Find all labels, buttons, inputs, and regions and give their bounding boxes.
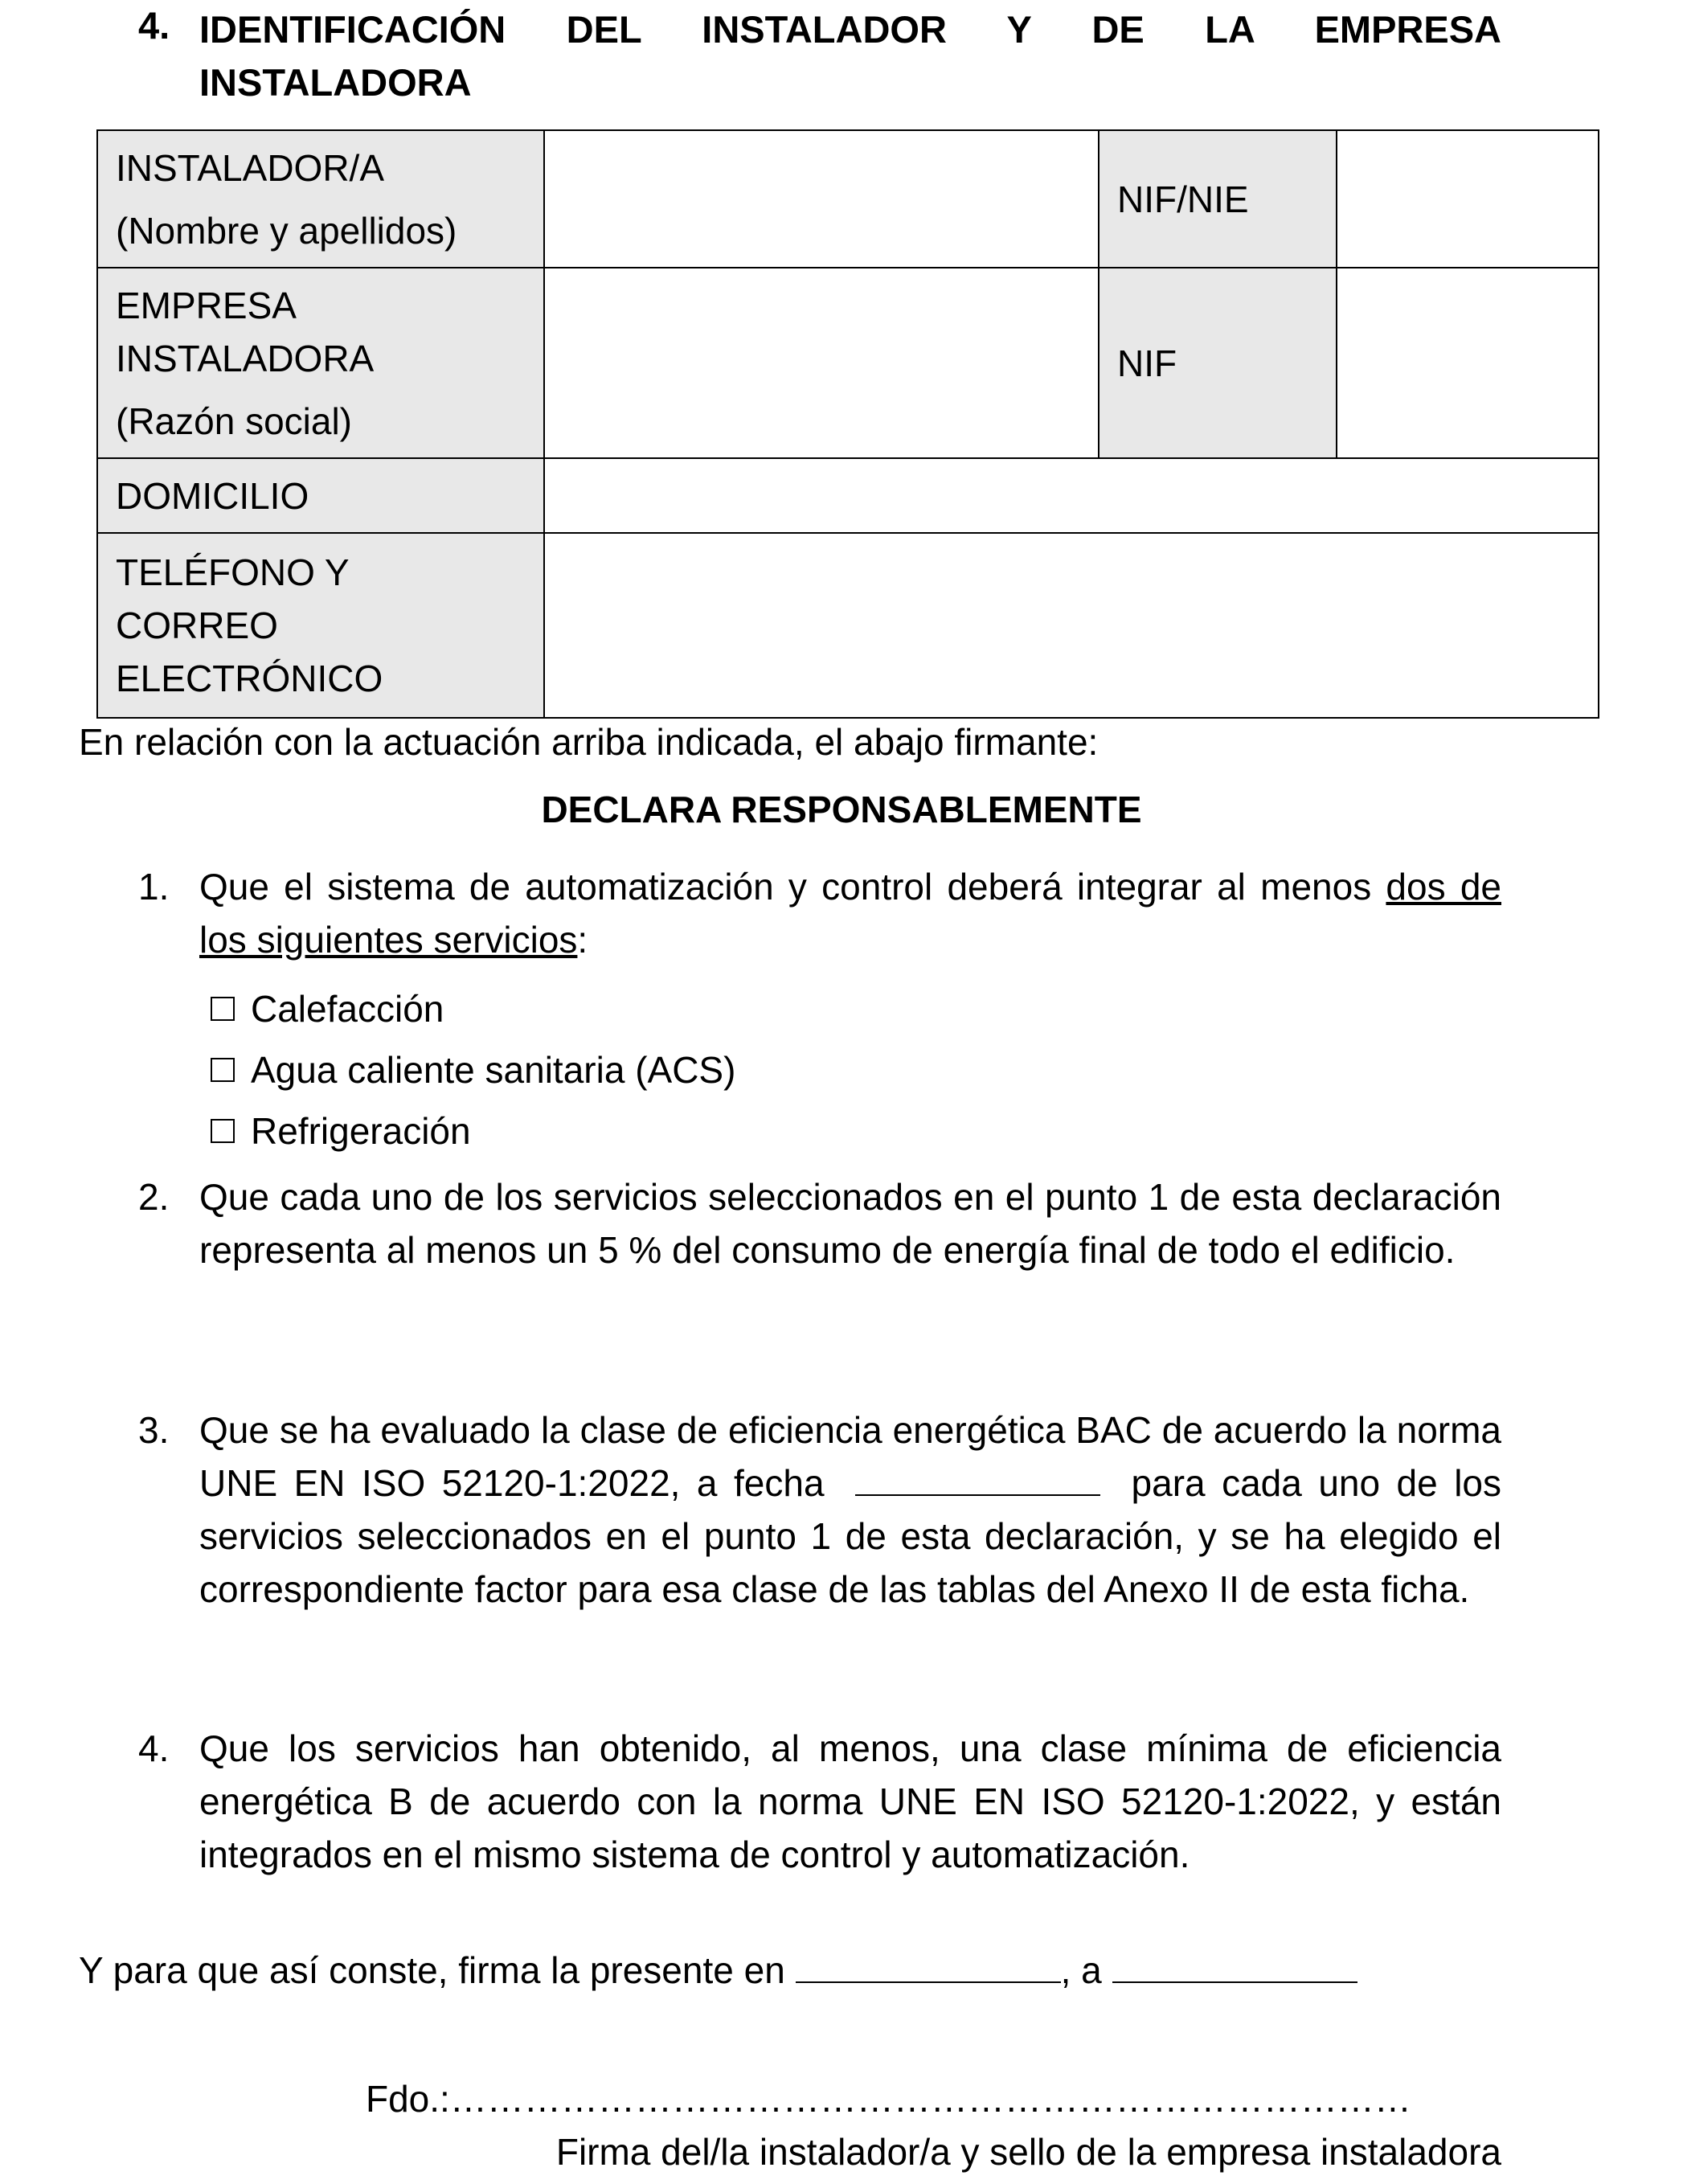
service-label-heating: Calefacción	[251, 988, 444, 1030]
address-label: DOMICILIO	[116, 474, 309, 517]
service-option-heating[interactable]	[211, 982, 444, 1035]
item-2-text: Que cada uno de los servicios seleccionados en el punto 1 de esta declaración representa al menos un 5 % del consumo de energía final de todo el edificio.	[199, 1176, 1501, 1271]
nif-label-cell	[1099, 268, 1337, 458]
section-number: 4.	[138, 4, 170, 47]
address-field[interactable]	[544, 458, 1599, 533]
table-row-contact	[97, 533, 1599, 718]
signature-caption: Firma del/la instalador/a y sello de la empresa instaladora	[555, 2131, 1501, 2173]
item-1-text	[199, 860, 1501, 966]
company-label-line1: EMPRESA	[116, 284, 297, 326]
item-4-text: Que los servicios han obtenido, al menos, una clase mínima de eficiencia energética B de acuerdo con la norma UNE EN ISO 52120-1:2022, y están integrados en el mismo sistema de control y automatización.	[199, 1727, 1501, 1875]
item-3-text-before: Que se ha evaluado la clase de eficiencia energética BAC de acuerdo la norma UNE EN ISO 52120-1:2022, a fecha	[199, 1409, 1501, 1504]
signing-statement	[79, 1944, 1357, 1997]
address-label-cell	[97, 458, 544, 533]
table-row-installer	[97, 130, 1599, 268]
item-3-text	[199, 1403, 1501, 1616]
section-title-line2: INSTALADORA	[199, 61, 472, 104]
service-option-hot-water[interactable]	[211, 1043, 735, 1096]
signing-text-middle: , a	[1060, 1949, 1102, 1991]
company-label-cell	[97, 268, 544, 458]
company-label-line2: INSTALADORA	[116, 337, 375, 379]
nif-nie-field[interactable]	[1337, 130, 1599, 268]
intro-text: En relación con la actuación arriba indicada, el abajo firmante:	[79, 721, 1099, 763]
item-3-number: 3.	[138, 1409, 170, 1451]
nif-nie-label-cell	[1099, 130, 1337, 268]
checkbox-heating[interactable]	[211, 997, 235, 1021]
identification-table	[96, 129, 1599, 719]
contact-label-line2: CORREO	[116, 604, 278, 646]
nif-field[interactable]	[1337, 268, 1599, 458]
signing-date-blank-field[interactable]	[1112, 1949, 1357, 1983]
company-label-line3: (Razón social)	[116, 400, 352, 442]
service-option-cooling[interactable]	[211, 1104, 471, 1158]
nif-label: NIF	[1117, 342, 1177, 384]
date-blank-field[interactable]	[855, 1462, 1100, 1496]
signature-line[interactable]: Fdo.:……………………………………………………………………	[366, 2078, 1411, 2120]
installer-name-field[interactable]	[544, 130, 1099, 268]
company-name-field[interactable]	[544, 268, 1099, 458]
declaration-heading: DECLARA RESPONSABLEMENTE	[541, 789, 1142, 830]
item-1-number: 1.	[138, 866, 170, 908]
table-row-address	[97, 458, 1599, 533]
contact-label-cell	[97, 533, 544, 718]
section-title-line1: IDENTIFICACIÓN DEL INSTALADOR Y DE LA EMPRESA	[199, 8, 1501, 51]
contact-label-line1: TELÉFONO Y	[116, 551, 350, 593]
item-4-number: 4.	[138, 1727, 170, 1769]
contact-field[interactable]	[544, 533, 1599, 718]
installer-label-cell	[97, 130, 544, 268]
checkbox-cooling[interactable]	[211, 1119, 235, 1143]
nif-nie-label: NIF/NIE	[1117, 178, 1249, 220]
item-1-text-after: :	[577, 919, 588, 961]
item-3-text-after: para cada uno de los servicios seleccionados en el punto 1 de esta declaración, y se ha elegido el correspondiente factor para esa clase de las tablas del Anexo II de esta ficha.	[199, 1462, 1502, 1610]
item-1-text-before: Que el sistema de automatización y control deberá integrar al menos	[199, 866, 1386, 908]
table-row-company	[97, 268, 1599, 458]
item-1-underlined: dos de los siguientes servicios	[199, 866, 1501, 961]
installer-sublabel: (Nombre y apellidos)	[116, 209, 457, 252]
place-blank-field[interactable]	[796, 1949, 1061, 1983]
item-2-number: 2.	[138, 1176, 170, 1218]
service-label-cooling: Refrigeración	[251, 1110, 471, 1152]
checkbox-hot-water[interactable]	[211, 1058, 235, 1082]
section-title	[199, 3, 1501, 109]
service-label-hot-water: Agua caliente sanitaria (ACS)	[251, 1049, 736, 1091]
contact-label-line3: ELECTRÓNICO	[116, 658, 383, 699]
signing-text-before: Y para que así conste, firma la presente en	[79, 1949, 785, 1991]
installer-label: INSTALADOR/A	[116, 146, 384, 189]
